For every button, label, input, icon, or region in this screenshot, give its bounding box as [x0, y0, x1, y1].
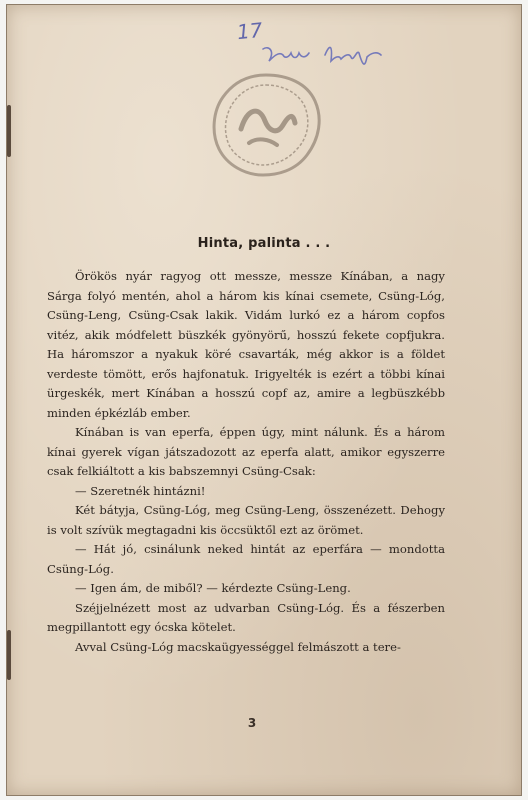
- paragraph: — Szeretnék hintázni!: [75, 483, 206, 498]
- handwritten-number: 17: [235, 17, 264, 45]
- body-text: [47, 267, 445, 657]
- paragraph: Örökös nyár ragyog ott messze, messze Kínában, a nagy Sárga folyó mentén, ahol a három kis kínai csemete, Csüng-Lóg, Csüng-Leng, Csüng-Csak lakik. Vidám lurkó ez a három copfos vitéz, akik módfelett büszkék gyönyörű, hosszú fekete copfjukra. Ha háromszor a nyakuk köré csavarták, még akkor is a földet verdeste tömött, erős hajfonatuk. Irigyelték is ezért a többi kínai ürgeskék, mert Kínában a hosszú copf az, amire a legbüszkébb minden épkézláb ember.: [47, 269, 445, 420]
- binding-stitch-top: [7, 105, 11, 157]
- paragraph: Két bátyja, Csüng-Lóg, meg Csüng-Leng, összenézett. Dehogy is volt szívük megtagadni kis öccsüktől ezt az örömet.: [47, 503, 445, 537]
- book-page: [6, 4, 522, 796]
- handwritten-signature: [259, 37, 399, 73]
- chapter-title: Hinta, palinta . . .: [197, 236, 331, 251]
- page-number: 3: [247, 716, 257, 730]
- paragraph: Kínában is van eperfa, éppen úgy, mint nálunk. És a három kínai gyerek vígan játszadozott az eperfa alatt, amikor egyszerre csak felkiáltott a kis babszemnyi Csüng-Csak:: [47, 425, 445, 478]
- binding-stitch-bottom: [7, 630, 11, 680]
- library-stamp: [207, 69, 325, 181]
- paragraph: — Igen ám, de miből? — kérdezte Csüng-Leng.: [75, 581, 351, 595]
- paragraph: Avval Csüng-Lóg macskaügyességgel felmászott a tere-: [75, 639, 401, 654]
- paragraph: Széjjelnézett most az udvarban Csüng-Lóg. És a fészerben megpillantott egy ócska kötelet.: [47, 600, 445, 634]
- paragraph: — Hát jó, csinálunk neked hintát az eperfára — mondotta Csüng-Lóg.: [47, 542, 445, 576]
